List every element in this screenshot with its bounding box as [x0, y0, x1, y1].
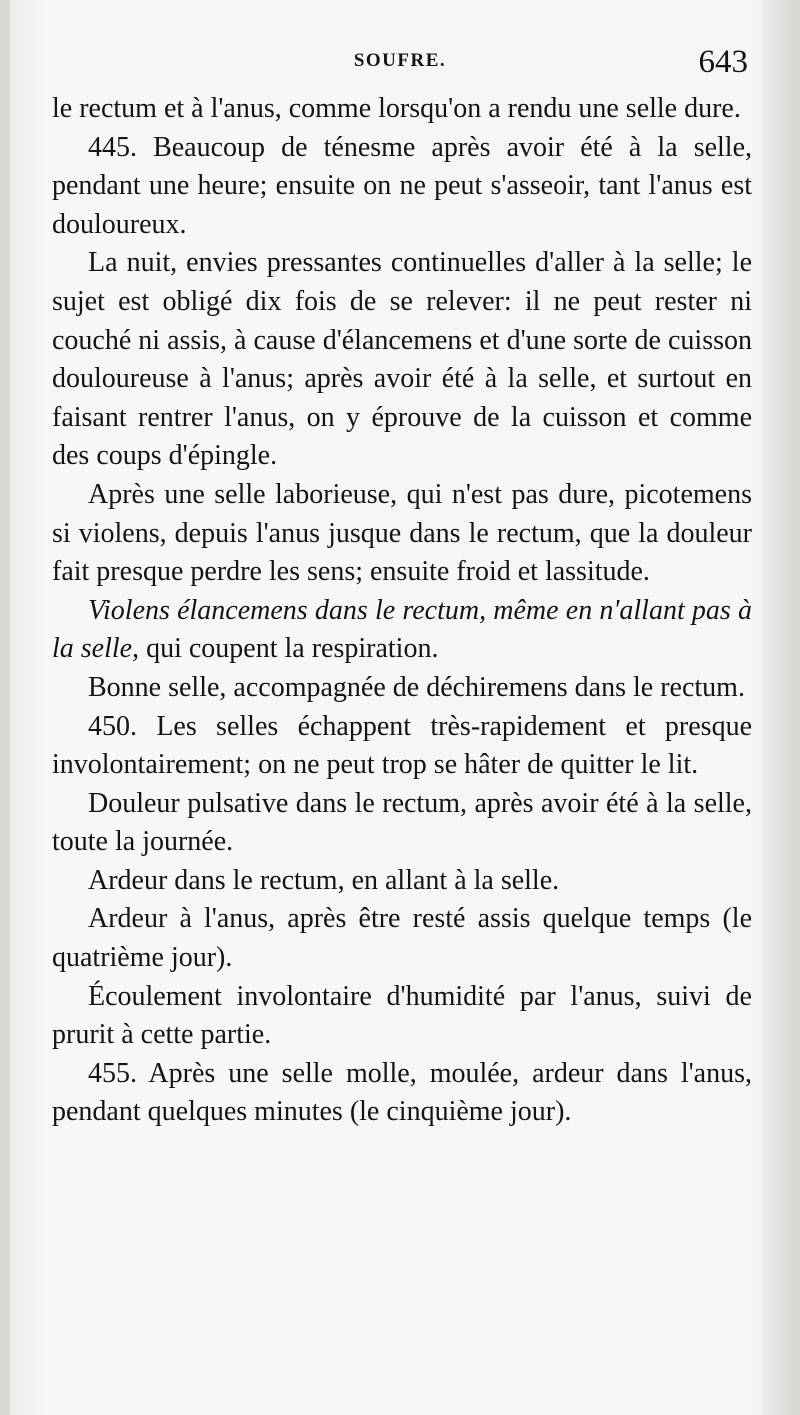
page-edge-shadow	[762, 0, 800, 1415]
body-text	[52, 90, 752, 1132]
page-number: 643	[698, 44, 748, 80]
paragraph: Après une selle laborieuse, qui n'est pas dure, picotemens si violens, depuis l'anus jusque dans le rectum, que la douleur fait presque perdre les sens; ensuite froid et lassitude.	[52, 478, 752, 588]
italic-phrase: Violens élancemens dans le rectum, même en n'allant pas à la selle	[52, 594, 752, 665]
roman-phrase: , qui coupent la respiration.	[132, 633, 439, 665]
paragraph: 455. Après une selle molle, moulée, ardeur dans l'anus, pendant quelques minutes (le cinquième jour).	[52, 1057, 752, 1128]
page-gutter-shadow	[0, 0, 10, 1415]
paragraph: Bonne selle, accompagnée de déchiremens dans le rectum.	[88, 671, 745, 703]
running-head: SOUFRE.	[353, 50, 447, 71]
paragraph: le rectum et à l'anus, comme lorsqu'on a rendu une selle dure.	[52, 93, 741, 124]
paragraph: Ardeur dans le rectum, en allant à la selle.	[88, 864, 560, 896]
paragraph: 445. Beaucoup de ténesme après avoir été à la selle, pendant une heure; ensuite on ne peut s'asseoir, tant l'anus est douloureux.	[52, 131, 752, 240]
paragraph: Douleur pulsative dans le rectum, après avoir été à la selle, toute la journée.	[52, 787, 752, 858]
paragraph: Ardeur à l'anus, après être resté assis quelque temps (le quatrième jour).	[52, 903, 752, 974]
paragraph: La nuit, envies pressantes continuelles d'aller à la selle; le sujet est obligé dix fois de se relever: il ne peut rester ni couché ni assis, à cause d'élancemens et d'une sorte de cuisson douloureuse à l'anus; après avoir été à la selle, et surtout en faisant rentrer l'anus, on y éprouve de la cuisson et comme des coups d'épingle.	[52, 247, 752, 472]
paragraph: Écoulement involontaire d'humidité par l'anus, suivi de prurit à cette partie.	[52, 980, 752, 1051]
page-header	[52, 40, 748, 86]
paragraph: 450. Les selles échappent très-rapidement et presque involontairement; on ne peut trop se hâter de quitter le lit.	[52, 710, 752, 781]
paragraph	[52, 592, 752, 669]
